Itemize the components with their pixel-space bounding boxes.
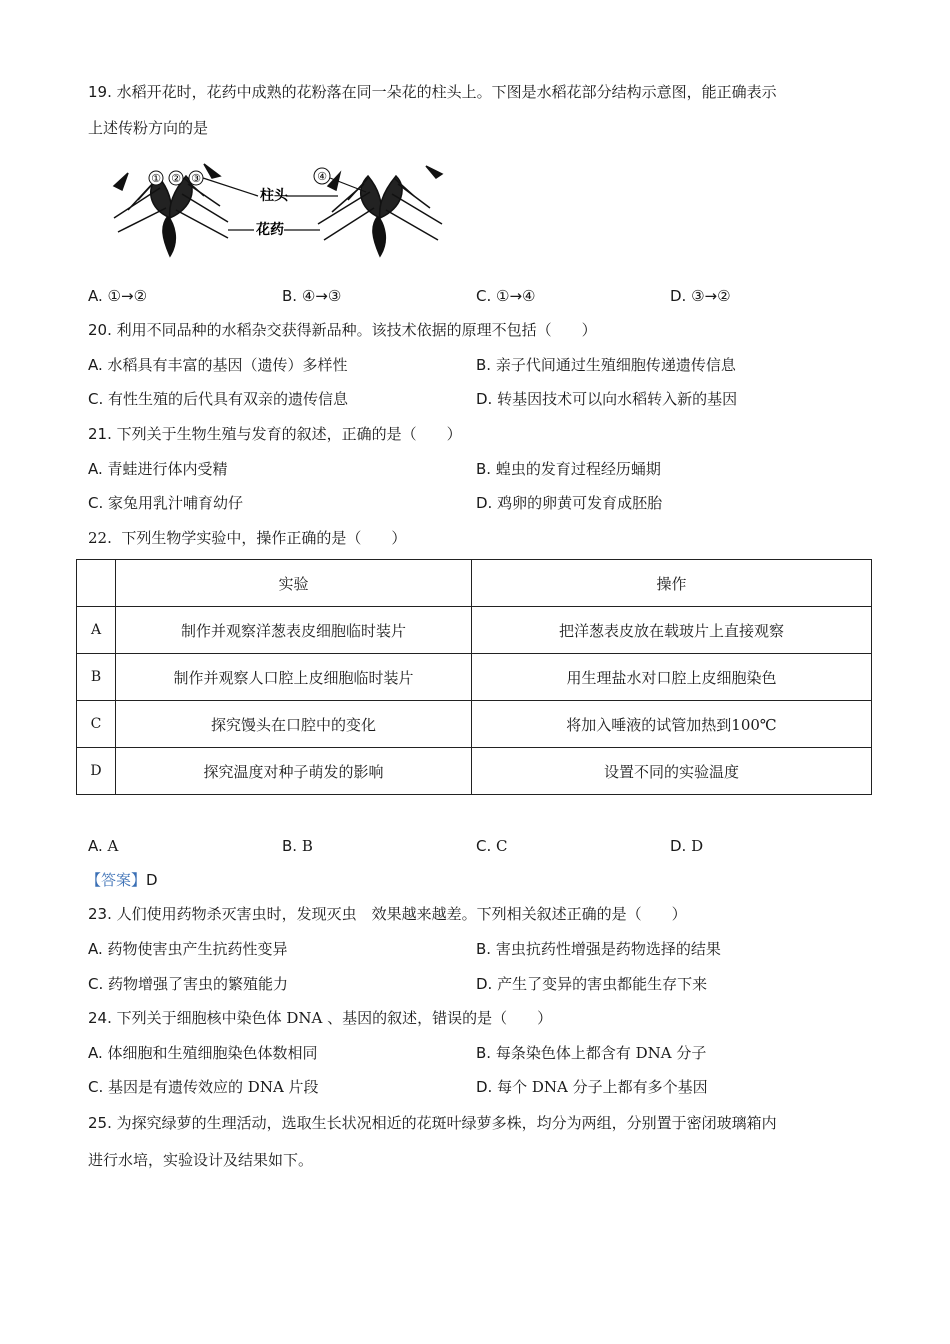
q19-option-d: D. ③→② [670,287,731,305]
q24-option-b: B. 每条染色体上都含有 DNA 分子 [476,1044,707,1062]
q22-answer [86,870,158,890]
svg-text:④: ④ [317,170,327,183]
table-cell: 设置不同的实验温度 [472,748,872,795]
q21-option-c: C. 家兔用乳汁哺育幼仔 [88,494,244,512]
table-cell: D [77,748,116,795]
table-cell: 探究温度对种子萌发的影响 [116,748,472,795]
label-stigma: 柱头 [260,188,288,204]
q20-option-c: C. 有性生殖的后代具有双亲的遗传信息 [88,390,349,408]
answer-tag: 【答案】 [86,871,147,889]
q22-stem: 22. 下列生物学实验中，操作正确的是（ ） [88,529,407,547]
q23-option-a: A. 药物使害虫产生抗药性变异 [88,940,288,958]
svg-text:②: ② [171,172,181,185]
marker-4 [314,168,330,184]
table-cell: 制作并观察人口腔上皮细胞临时装片 [116,654,472,701]
table-cell: A [77,607,116,654]
q22-option-a: A. A [88,837,119,855]
table-cell: 把洋葱表皮放在载玻片上直接观察 [472,607,872,654]
rice-flower-diagram [108,148,448,260]
table-row [77,607,872,654]
marker-2 [169,171,183,185]
q24-option-c: C. 基因是有遗传效应的 DNA 片段 [88,1078,319,1096]
table-header-cell: 操作 [472,560,872,607]
table-cell: C [77,701,116,748]
q21-option-b: B. 蝗虫的发育过程经历蛹期 [476,460,661,478]
q22-option-b: B. B [282,837,313,855]
q19-option-c: C. ①→④ [476,287,536,305]
experiment-table [76,559,872,795]
table-cell: B [77,654,116,701]
q19-number: 19. [88,83,112,101]
q25-stem-line1: 25. 为探究绿萝的生理活动，选取生长状况相近的花斑叶绿萝多株，均分为两组，分别置于密闭玻璃箱内 [88,1114,777,1132]
table-header-row [77,560,872,607]
q19-stem-line1 [88,82,777,102]
table-row [77,654,872,701]
q20-stem: 20. 利用不同品种的水稻杂交获得新品种。该技术依据的原理不包括（ ） [88,321,597,339]
q21-option-d: D. 鸡卵的卵黄可发育成胚胎 [476,494,663,512]
table-cell: 探究馒头在口腔中的变化 [116,701,472,748]
table-cell: 制作并观察洋葱表皮细胞临时装片 [116,607,472,654]
right-flower [318,166,442,256]
svg-text:③: ③ [191,172,201,185]
q21-option-a: A. 青蛙进行体内受精 [88,460,228,478]
q19-stem-text: 水稻开花时，花药中成熟的花粉落在同一朵花的柱头上。下图是水稻花部分结构示意图，能正确表示 [116,83,777,101]
table-row [77,701,872,748]
marker-1 [149,171,163,185]
q23-stem: 23. 人们使用药物杀灭害虫时，发现灭虫 效果越来越差。下列相关叙述正确的是（ ） [88,905,687,923]
table-row [77,748,872,795]
q23-option-c: C. 药物增强了害虫的繁殖能力 [88,975,289,993]
table-cell: 将加入唾液的试管加热到100℃ [472,701,872,748]
q22-option-d: D. D [670,837,704,855]
marker-3 [189,171,203,185]
q23-option-b: B. 害虫抗药性增强是药物选择的结果 [476,940,721,958]
table-header-cell: 实验 [116,560,472,607]
answer-value: D [146,871,158,889]
q24-option-a: A. 体细胞和生殖细胞染色体数相同 [88,1044,318,1062]
q19-stem-line2: 上述传粉方向的是 [88,119,209,137]
q24-stem: 24. 下列关于细胞核中染色体 DNA 、基因的叙述，错误的是（ ） [88,1009,553,1027]
q24-option-d: D. 每个 DNA 分子上都有多个基因 [476,1078,708,1096]
label-anther: 花药 [256,222,284,238]
q19-option-b: B. ④→③ [282,287,342,305]
q25-stem-line2: 进行水培，实验设计及结果如下。 [88,1151,314,1169]
svg-text:①: ① [151,172,161,185]
q23-option-d: D. 产生了变异的害虫都能生存下来 [476,975,708,993]
q20-option-b: B. 亲子代间通过生殖细胞传递遗传信息 [476,356,736,374]
q20-option-a: A. 水稻具有丰富的基因（遗传）多样性 [88,356,348,374]
q22-option-c: C. C [476,837,508,855]
q20-option-d: D. 转基因技术可以向水稻转入新的基因 [476,390,738,408]
table-header-cell [77,560,116,607]
q21-stem: 21. 下列关于生物生殖与发育的叙述，正确的是（ ） [88,425,462,443]
table-cell: 用生理盐水对口腔上皮细胞染色 [472,654,872,701]
q19-option-a: A. ①→② [88,287,148,305]
